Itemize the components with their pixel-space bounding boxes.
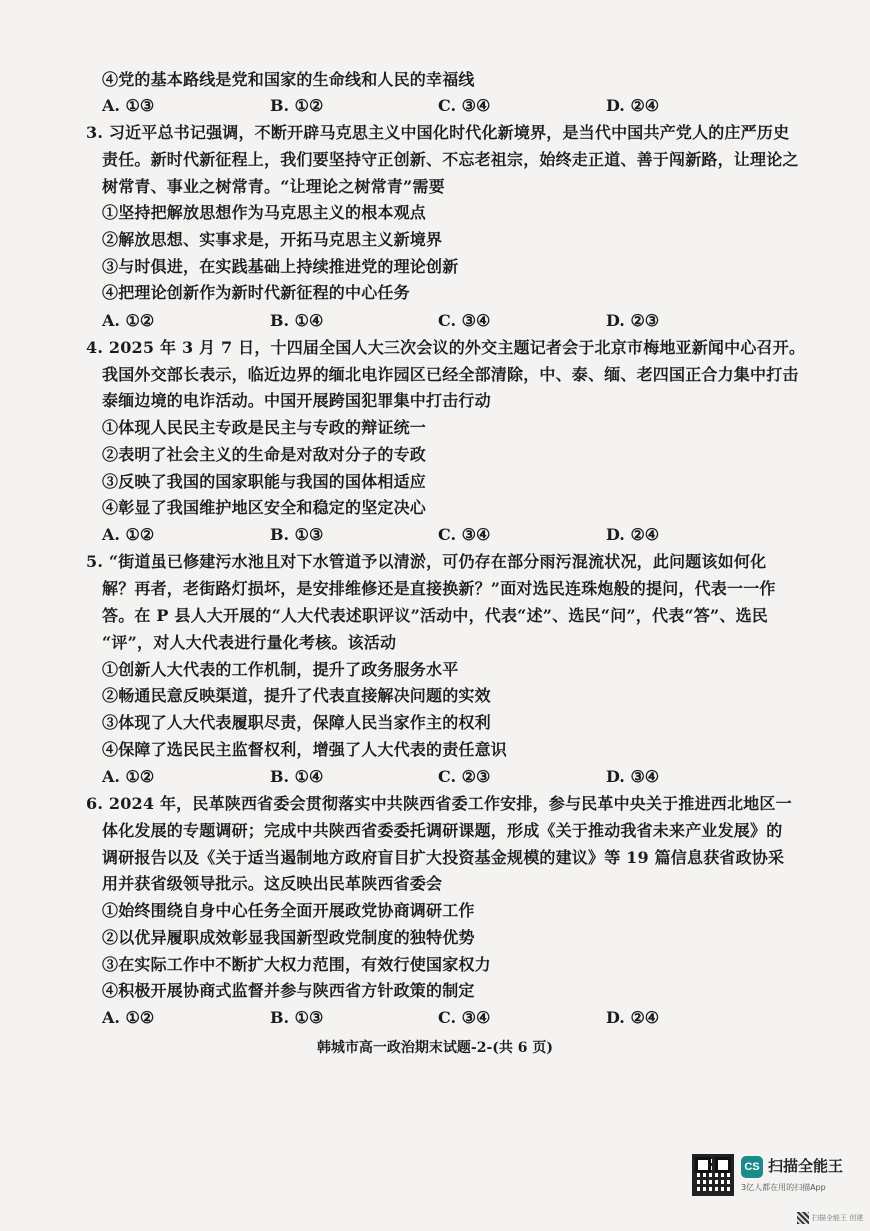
q3-option-d: D. ②③ <box>606 311 660 330</box>
q5-item-1: ①创新人大代表的工作机制，提升了政务服务水平 <box>102 660 459 679</box>
q6-option-a: A. ①② <box>102 1008 155 1027</box>
q5-option-c: C. ②③ <box>438 767 491 786</box>
q3-item-3: ③与时俱进，在实践基础上持续推进党的理论创新 <box>102 257 459 276</box>
q4-item-2: ②表明了社会主义的生命是对敌对分子的专政 <box>102 445 427 464</box>
q5-stem-line-4: “评”，对人大代表进行量化考核。该活动 <box>102 633 397 652</box>
q3-stem-line-3: 树常青、事业之树常青。“让理论之树常青”需要 <box>102 177 445 196</box>
q4-stem-line-1: 4. 2025 年 3 月 7 日，十四届全国人大三次会议的外交主题记者会于北京市梅地亚新闻中心召开。 <box>86 338 806 357</box>
mini-qr-icon <box>797 1212 809 1224</box>
q3-item-4: ④把理论创新作为新时代新征程的中心任务 <box>102 283 410 302</box>
prev-option-a: A. ①③ <box>102 96 155 115</box>
q5-item-4: ④保障了选民民主监督权利，增强了人大代表的责任意识 <box>102 740 508 759</box>
q4-option-a: A. ①② <box>102 525 155 544</box>
q6-item-3: ③在实际工作中不断扩大权力范围，有效行使国家权力 <box>102 955 491 974</box>
q5-item-3: ③体现了人大代表履职尽责，保障人民当家作主的权利 <box>102 713 491 732</box>
q6-option-d: D. ②④ <box>606 1008 660 1027</box>
q6-option-c: C. ③④ <box>438 1008 491 1027</box>
page-footer: 韩城市高一政治期末试题-2-(共 6 页) <box>316 1040 554 1056</box>
prev-option-d: D. ②④ <box>606 96 660 115</box>
qr-code-icon <box>692 1154 734 1196</box>
q4-option-c: C. ③④ <box>438 525 491 544</box>
q5-option-d: D. ③④ <box>606 767 660 786</box>
q4-option-d: D. ②④ <box>606 525 660 544</box>
prev-option-b: B. ①② <box>270 96 324 115</box>
q3-item-2: ②解放思想、实事求是，开拓马克思主义新境界 <box>102 230 443 249</box>
q3-option-b: B. ①④ <box>270 311 324 330</box>
q4-item-4: ④彰显了我国维护地区安全和稳定的坚定决心 <box>102 498 427 517</box>
q5-option-b: B. ①④ <box>270 767 324 786</box>
q3-stem-line-2: 责任。新时代新征程上，我们要坚持守正创新、不忘老祖宗，始终走正道、善于闯新路，让理论之 <box>102 150 799 169</box>
q3-option-c: C. ③④ <box>438 311 491 330</box>
q5-option-a: A. ①② <box>102 767 155 786</box>
q6-stem-line-3: 调研报告以及《关于适当遏制地方政府盲目扩大投资基金规模的建议》等 19 篇信息获省政协采 <box>102 848 785 867</box>
prev-option-c: C. ③④ <box>438 96 491 115</box>
q6-item-1: ①始终围绕自身中心任务全面开展政党协商调研工作 <box>102 901 475 920</box>
q5-stem-line-3: 答。在 P 县人大开展的“人大代表述职评议”活动中，代表“述”、选民“问”，代表“答”、选民 <box>102 606 768 625</box>
q4-item-3: ③反映了我国的国家职能与我国的国体相适应 <box>102 472 427 491</box>
q6-stem-line-2: 体化发展的专题调研；完成中共陕西省委委托调研课题，形成《关于推动我省未来产业发展》的 <box>102 821 783 840</box>
q3-item-1: ①坚持把解放思想作为马克思主义的根本观点 <box>102 203 427 222</box>
q6-item-4: ④积极开展协商式监督并参与陕西省方针政策的制定 <box>102 981 475 1000</box>
q6-option-b: B. ①③ <box>270 1008 324 1027</box>
q3-stem-line-1: 3. 习近平总书记强调，不断开辟马克思主义中国化时代化新境界，是当代中国共产党人的庄严历史 <box>86 123 790 142</box>
camscanner-logo-icon: CS <box>741 1156 763 1178</box>
prev-item-4: ④党的基本路线是党和国家的生命线和人民的幸福线 <box>102 70 475 89</box>
q6-stem-line-1: 6. 2024 年，民革陕西省委会贯彻落实中共陕西省委工作安排，参与民革中央关于推进西北地区一 <box>86 794 792 813</box>
q6-item-2: ②以优异履职成效彰显我国新型政党制度的独特优势 <box>102 928 475 947</box>
q4-option-b: B. ①③ <box>270 525 324 544</box>
q4-stem-line-2: 我国外交部长表示，临近边界的缅北电诈园区已经全部清除，中、泰、缅、老四国正合力集中打击 <box>102 365 799 384</box>
q5-stem-line-2: 解？再者，老街路灯损坏，是安排维修还是直接换新？”面对选民连珠炮般的提问，代表一一作 <box>102 579 776 598</box>
scanner-tagline: 3亿人都在用的扫描App <box>741 1183 826 1192</box>
q6-stem-line-4: 用并获省级领导批示。这反映出民革陕西省委会 <box>102 874 443 893</box>
scanner-mini-label: 扫描全能王 创建 <box>812 1214 864 1222</box>
scanner-app-name: 扫描全能王 <box>768 1157 844 1175</box>
q5-item-2: ②畅通民意反映渠道，提升了代表直接解决问题的实效 <box>102 686 491 705</box>
q4-item-1: ①体现人民民主专政是民主与专政的辩证统一 <box>102 418 427 437</box>
q3-option-a: A. ①② <box>102 311 155 330</box>
q5-stem-line-1: 5. “街道虽已修建污水池且对下水管道予以清淤，可仍存在部分雨污混流状况，此问题该如何化 <box>86 552 767 571</box>
q4-stem-line-3: 泰缅边境的电诈活动。中国开展跨国犯罪集中打击行动 <box>102 391 491 410</box>
